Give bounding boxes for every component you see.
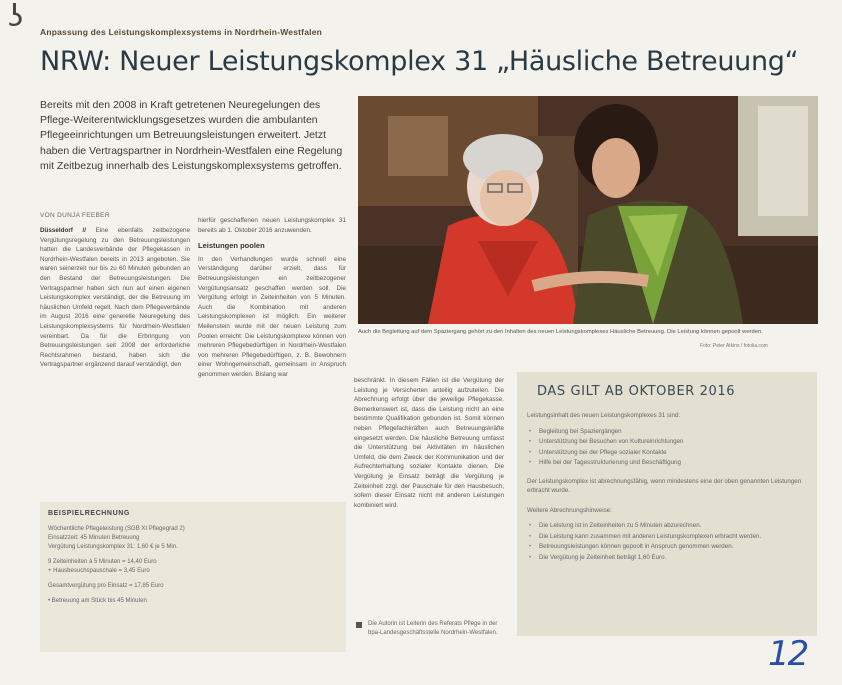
column-3-text: beschränkt. In diesem Fällen ist die Vergütung der Leistung je Versicherten anteilig aufzuteilen. Die Abrechnung erfolgt über die jeweilige Pflegekasse. Bemerkenswert ist, dass die Leistung nicht an eine bestimmte Qualifikation gebunden ist. Somit können neben Pflegefachkräften auch Betreuungskräfte eingesetzt werden. Die häusliche Betreuung umfasst die Unterstützung bei Aktivitäten im häuslichen Umfeld, die dem Zweck der Kommunikation und der Aufrechterhaltung sozialer Kontakte dienen. Die Vergütung je Einsatz beträgt die Vergütung je Zeiteinheit zzgl. der Pauschale für den Hausbesuch, sofern dieser Einsatz nicht mit anderen Leistungen kombiniert wird. — [354, 377, 504, 509]
list-item: • Hilfe bei der Tagesstrukturierung und Beschäftigung — [527, 458, 807, 469]
info-box-list — [527, 427, 807, 469]
list-item: • Unterstützung bei der Pflege sozialer Kontakte — [527, 448, 807, 459]
article-kicker: Anpassung des Leistungskomplexsystems in Nordrhein-Westfalen — [40, 27, 323, 37]
corner-logo-icon: ʖ — [8, 0, 24, 34]
example-line: Vergütung Leistungskomplex 31: 1,60 € je 5 Min. — [48, 544, 178, 550]
article-byline: VON DUNJA FEEBER — [40, 212, 110, 219]
example-line: 9 Zeiteinheiten à 5 Minuten = 14,40 Euro — [48, 559, 157, 565]
info-box-intro: Leistungsinhalt des neuen Leistungskomplexes 31 sind: — [527, 412, 681, 419]
photo-credit: Foto: Peter Atkins / fotolia.com — [700, 343, 768, 349]
info-box-middle: Der Leistungskomplex ist abrechnungsfähig, wenn mindestens eine der oben genannten Leistungen erbracht wurde. — [527, 477, 802, 494]
example-calculation-box — [40, 502, 346, 652]
handwritten-page-number: 12 — [768, 634, 808, 674]
example-line: + Hausbesuchspauschale = 3,45 Euro — [48, 568, 150, 574]
info-box-subintro: Weitere Abrechnungshinweise: — [527, 506, 612, 514]
list-item: • Die Leistung kann zusammen mit anderen Leistungskomplexen erbracht werden. — [527, 532, 807, 543]
article-lead: Bereits mit den 2008 in Kraft getretenen Neuregelungen des Pflege-Weiterentwicklungsgesetzes wurden die ambulanten Pflegeeinrichtungen um Betreuungsleistungen erweitert. Jetzt haben die Vertragspartner in Nordrhein-Westfalen eine Regelung mit Zeitbezug innerhalb des Leistungskomplexsystems getroffen. — [40, 99, 343, 172]
author-note: Die Autorin ist Leiterin des Referats Pflege in der bpa-Landesgeschäftsstelle Nordrhein-Westfalen. — [368, 621, 498, 636]
info-box — [517, 372, 817, 636]
dateline: Düsseldorf // — [40, 227, 86, 234]
column-2-text-main: In den Verhandlungen wurde schnell eine Verständigung darüber erzielt, dass für Betreuungsleistungen ein zeitbezogener Vergütungsansatz geschaffen werden soll. Die Vergütung erfolgt in Zeiteinheiten von 5 Minuten. Auch die Kombination mit anderen Leistungskomplexen ist möglich. Ein weiterer Meilenstein wurde mit der neuen Leistung zum Poolen erreicht: Die Leistungskomplexe können von mehreren Pflegebedürftigen in Nordrhein-Westfalen von mehreren Pflegebedürftigen, z. B. Bewohnern einer Wohngemeinschaft, gemeinsam in Anspruch genommen werden. Bislang war — [198, 255, 346, 378]
photo-caption: Auch die Begleitung auf dem Spaziergang gehört zu den Inhalten des neuen Leistungskomplexes Häusliche Betreuung. Die Leistung können gepoolt werden. — [358, 329, 763, 335]
column-2-text-intro: hierfür geschaffenen neuen Leistungskomplex 31 bereits ab 1. Oktober 2016 anzuwenden. — [198, 217, 346, 234]
info-box-title: DAS GILT AB OKTOBER 2016 — [537, 384, 736, 399]
body-column-2 — [198, 216, 346, 516]
example-line: Gesamtvergütung pro Einsatz = 17,85 Euro — [48, 583, 164, 589]
article-headline: NRW: Neuer Leistungskomplex 31 „Häusliche Betreuung“ — [40, 46, 799, 77]
subhead-leistungen-poolen: Leistungen poolen — [198, 241, 265, 251]
list-item: • Die Vergütung je Zeiteinheit beträgt 1,60 Euro. — [527, 553, 807, 564]
list-item: • Die Leistung ist in Zeiteinheiten zu 5 Minuten abzurechnen. — [527, 521, 807, 532]
article-photo — [358, 96, 818, 324]
example-title: BEISPIELRECHNUNG — [48, 510, 130, 517]
list-item: • Begleitung bei Spaziergängen — [527, 427, 807, 438]
column-1-text: Eine ebenfalls zeitbezogene Vergütungsregelung zu den Betreuungsleistungen hatten die Landesverbände der Pflegekassen in Nordrhein-Westfalen bereits in 2013 angeboten. Sie waren seinerzeit nur bis zu 60 Minuten gebunden an den Bestand der Betreuungsleistungen. Die Vertragspartner haben sich nun auf einen eigenen Leistungskomplex verständigt, der die Betreuung im häuslichen Umfeld regelt. Nach dem Pflegeverbände im August 2016 eine generelle Neuregelung des Leistungskomplexsystems für Nordrhein-Westfalen vereinbart. Da für die Erbringung von Betreuungsleistungen seit 2008 der erforderliche Rechtsrahmen bestand, haben sich die Vertragspartner ergänzend darauf verständigt, den — [40, 227, 190, 369]
info-box-list-2 — [527, 521, 807, 563]
body-column-3 — [354, 376, 504, 616]
photo-elderly-woman-with-caregiver — [358, 96, 818, 324]
list-item: • Unterstützung bei Besuchen von Kultureinrichtungen — [527, 437, 807, 448]
list-item: • Betreuungsleistungen können gepoolt in Anspruch genommen werden. — [527, 542, 807, 553]
example-line: Wöchentliche Pflegeleistung (SGB XI Pflegegrad 2) — [48, 526, 185, 532]
example-line: Einsatzzeit: 45 Minuten Betreuung — [48, 535, 140, 541]
body-column-1 — [40, 226, 190, 494]
example-line: • Betreuung am Stück bis 45 Minuten — [48, 598, 147, 604]
